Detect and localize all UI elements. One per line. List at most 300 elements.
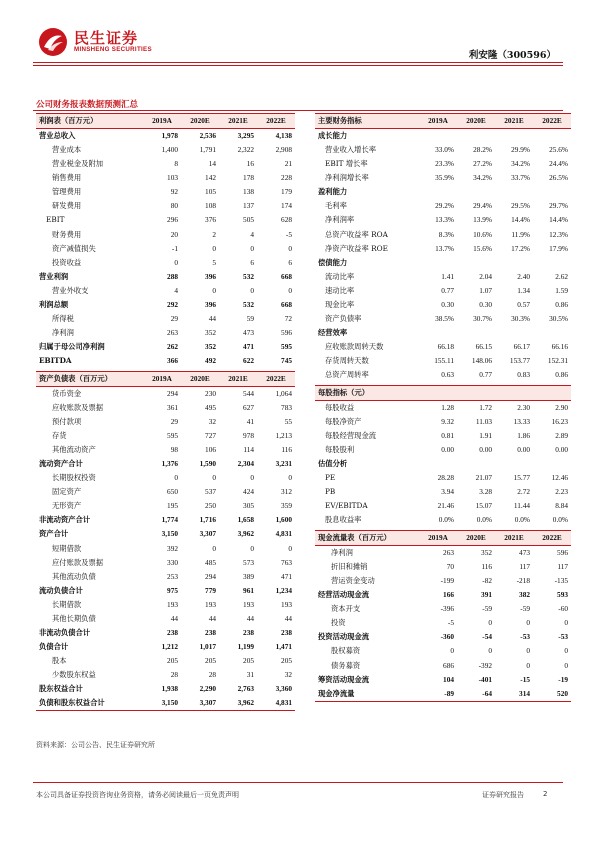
table-row (315, 340, 571, 354)
cell-value (457, 185, 495, 199)
row-label: 总资产收益率 ROA (325, 229, 388, 239)
cell-value: -59 (482, 604, 492, 614)
cell-value: 114 (243, 445, 254, 455)
cell-value: 2021E (219, 371, 257, 386)
cell-value: 783 (281, 402, 292, 412)
table-row (36, 270, 295, 284)
cell-value: 238 (281, 628, 292, 638)
cell-value: 2.23 (555, 487, 568, 497)
cell-value: -15 (520, 674, 530, 684)
cell-value: 0 (174, 257, 178, 267)
cell-value: 596 (281, 328, 292, 338)
cell-value: 0 (212, 473, 216, 483)
cell-value: 330 (167, 557, 178, 567)
table-row (315, 616, 571, 630)
cell-value (533, 185, 571, 199)
row-label: 现金流量表（百万元） (315, 530, 419, 545)
cell-value: 2020E (181, 371, 219, 386)
table-row (36, 386, 295, 401)
cell-value: 2019A (419, 114, 457, 129)
table-row (36, 242, 295, 256)
cell-value: 193 (205, 599, 216, 609)
cell-value: 148.06 (471, 356, 492, 366)
cell-value: 21 (284, 159, 292, 169)
row-label: 存货周转天数 (325, 356, 369, 366)
cell-value: 4 (174, 285, 178, 295)
row-label: 营业总收入 (39, 131, 76, 140)
cell-value (533, 129, 571, 144)
cell-value: 263 (443, 547, 454, 557)
cell-value: 16 (246, 159, 254, 169)
cell-value: -199 (440, 576, 454, 586)
cell-value: -53 (558, 632, 568, 642)
cell-value: 66.15 (475, 342, 492, 352)
cell-value: 66.17 (513, 342, 530, 352)
table-row (315, 659, 571, 673)
cell-value: -396 (440, 604, 454, 614)
cell-value: 263 (167, 328, 178, 338)
table-row (36, 485, 295, 499)
cell-value: -360 (440, 632, 454, 642)
cell-value: 961 (243, 585, 254, 595)
row-label: 现金比率 (325, 299, 355, 309)
cell-value: 0.86 (555, 370, 568, 380)
cell-value: 2019A (143, 371, 181, 386)
row-label: 其他流动负债 (52, 571, 96, 581)
row-label: 资产负债表（百万元） (36, 371, 143, 386)
table-row (315, 574, 571, 588)
cell-value: 44 (170, 613, 178, 623)
table-row (315, 242, 571, 256)
row-label: PB (325, 487, 336, 497)
row-label: 投资收益 (52, 257, 82, 267)
cell-value: 230 (205, 388, 216, 398)
cell-value: 15.77 (513, 473, 530, 483)
cell-value: 0 (250, 473, 254, 483)
cell-value: 30.7% (473, 313, 492, 323)
cell-value: 1,978 (161, 131, 178, 140)
cell-value: 1.72 (479, 402, 492, 412)
cell-value: 106 (205, 445, 216, 455)
cell-value: 2.72 (517, 487, 530, 497)
cell-value: 28 (170, 670, 178, 680)
row-label: 长期借款 (52, 599, 82, 609)
cell-value: 0 (288, 243, 292, 253)
cell-value: 1,212 (161, 642, 178, 652)
cell-value: 359 (281, 501, 292, 511)
cell-value: 2 (212, 229, 216, 239)
cell-value: 253 (167, 571, 178, 581)
cell-value: 2,763 (237, 684, 254, 694)
row-label: 估值分析 (318, 459, 348, 469)
row-label: 负债和股东权益合计 (36, 696, 143, 711)
cell-value: -53 (520, 632, 530, 642)
cell-value: 3,962 (237, 529, 254, 539)
cell-value: 1,213 (275, 430, 292, 440)
cell-value: 745 (281, 356, 292, 366)
cell-value: 2.62 (555, 271, 568, 281)
cell-value: 29 (170, 416, 178, 426)
row-label: 投资活动现金流 (318, 632, 370, 642)
cell-value: 763 (281, 557, 292, 567)
cell-value: 0 (526, 618, 530, 628)
cell-value: 1,376 (161, 459, 178, 469)
cell-value: 238 (205, 628, 216, 638)
cell-value: 166 (443, 590, 454, 600)
cell-value: 0.57 (517, 299, 530, 309)
row-label: 股本 (52, 656, 67, 666)
cell-value: 392 (167, 543, 178, 553)
cell-value: -5 (285, 229, 292, 239)
table-row (36, 256, 295, 270)
table-row (36, 598, 295, 612)
cell-value: 0.77 (441, 285, 454, 295)
cell-value (457, 326, 495, 340)
cell-value: 8 (174, 159, 178, 169)
row-label: 长期股权投资 (52, 473, 96, 483)
cell-value (495, 457, 533, 471)
table-row (36, 654, 295, 668)
cell-value (419, 129, 457, 144)
cell-value: 2022E (257, 371, 295, 386)
brand-name-en: MINSHENG SECURITIES (74, 46, 152, 53)
row-label: 毛利率 (325, 201, 347, 211)
cell-value: 66.18 (437, 342, 454, 352)
cell-value: 14.4% (511, 215, 530, 225)
cell-value: 0 (174, 473, 178, 483)
cell-value: 228 (281, 173, 292, 183)
cell-value: 10.6% (473, 229, 492, 239)
cell-value: 0.00 (479, 445, 492, 455)
row-label: 非流动资产合计 (39, 515, 91, 525)
cell-value: 2019A (143, 114, 181, 129)
row-label: 债务募资 (331, 660, 361, 670)
row-label: 短期借款 (52, 543, 82, 553)
cell-value: 98 (170, 445, 178, 455)
cell-value (419, 185, 457, 199)
cell-value: 1.28 (441, 402, 454, 412)
table-row (315, 185, 571, 199)
cell-value: 25.6% (549, 145, 568, 155)
cell-value: 352 (205, 342, 216, 352)
cell-value: 23.3% (435, 159, 454, 169)
cell-value: 29.4% (473, 201, 492, 211)
cell-value: -64 (457, 687, 495, 702)
cell-value (457, 129, 495, 144)
table-row (36, 570, 295, 584)
cell-value: -19 (558, 674, 568, 684)
row-label: 研发费用 (52, 201, 82, 211)
row-label: 净利润 (331, 547, 353, 557)
left-financial-table (36, 113, 295, 711)
cell-value: 2021E (219, 114, 257, 129)
cell-value: 294 (167, 388, 178, 398)
cell-value: 30.3% (511, 313, 530, 323)
row-label: 管理费用 (52, 187, 82, 197)
cell-value: 29.5% (511, 201, 530, 211)
cell-value: 11.03 (475, 416, 492, 426)
cell-value (419, 326, 457, 340)
row-label: 归属于母公司净利润 (39, 342, 105, 352)
row-label: 偿债能力 (318, 257, 348, 267)
table-row (36, 157, 295, 171)
cell-value: 34.2% (511, 159, 530, 169)
cell-value: -59 (520, 604, 530, 614)
cell-value: 238 (167, 628, 178, 638)
section-title: 公司财务报表数据预测汇总 (36, 100, 139, 110)
cell-value: -392 (478, 660, 492, 670)
cell-value: 0 (212, 285, 216, 295)
row-label: 营业外收支 (52, 285, 89, 295)
cell-value: 2.89 (555, 430, 568, 440)
cell-value: 104 (443, 674, 454, 684)
cell-value: 0.0% (514, 515, 530, 525)
cell-value: 2022E (533, 114, 571, 129)
table-row (36, 429, 295, 443)
cell-value (419, 385, 457, 400)
cell-value (457, 385, 495, 400)
table-row (315, 429, 571, 443)
table-row (36, 143, 295, 157)
cell-value: 155.11 (434, 356, 454, 366)
cell-value: 12.3% (549, 229, 568, 239)
cell-value: 152.31 (547, 356, 568, 366)
table-header-row (315, 530, 571, 545)
cell-value: 627 (243, 402, 254, 412)
table-row (315, 298, 571, 312)
cell-value: -135 (554, 576, 568, 586)
cell-value: 2022E (257, 114, 295, 129)
cell-value: 117 (557, 561, 568, 571)
cell-value: 0.0% (438, 515, 454, 525)
table-row (36, 696, 295, 711)
cell-value: 0 (212, 543, 216, 553)
table-row (36, 227, 295, 241)
table-row (315, 471, 571, 485)
table-row (36, 612, 295, 626)
cell-value: 1,791 (199, 145, 216, 155)
cell-value: 668 (281, 271, 292, 281)
cell-value: 44 (208, 613, 216, 623)
cell-value: 13.9% (473, 215, 492, 225)
cell-value: 2022E (533, 530, 571, 545)
row-label: 现金净流量 (315, 687, 419, 702)
cell-value: 1,471 (275, 642, 292, 652)
row-label: 每股净资产 (325, 416, 362, 426)
row-label: 营业收入增长率 (325, 145, 377, 155)
row-label: 财务费用 (52, 229, 82, 239)
cell-value: 0 (488, 646, 492, 656)
row-label: 负债合计 (39, 642, 69, 652)
cell-value: 391 (481, 590, 492, 600)
minsheng-logo-icon (38, 27, 68, 57)
cell-value: 44 (284, 613, 292, 623)
cell-value: 250 (205, 501, 216, 511)
cell-value: 288 (167, 271, 178, 281)
cell-value: 0.00 (441, 445, 454, 455)
cell-value: 0.30 (479, 299, 492, 309)
cell-value: 105 (205, 187, 216, 197)
cell-value: 1,017 (199, 642, 216, 652)
cell-value: 0 (212, 243, 216, 253)
table-row (36, 171, 295, 185)
table-row (36, 284, 295, 298)
cell-value: 1,400 (161, 145, 178, 155)
cell-value: 8.84 (555, 501, 568, 511)
cell-value: 138 (243, 187, 254, 197)
cell-value: 34.2% (473, 173, 492, 183)
cell-value: 13.3% (435, 215, 454, 225)
cell-value: -82 (482, 576, 492, 586)
cell-value: 30.5% (549, 313, 568, 323)
cell-value: 0 (288, 543, 292, 553)
row-label: 资产减值损失 (52, 243, 96, 253)
row-label: 投资 (331, 618, 346, 628)
cell-value: 396 (205, 299, 216, 309)
cell-value: 12.46 (551, 473, 568, 483)
row-label: 总资产周转率 (325, 370, 369, 380)
table-row (36, 340, 295, 354)
row-label: 资产负债率 (325, 313, 362, 323)
cell-value: 361 (167, 402, 178, 412)
cell-value: 352 (481, 547, 492, 557)
cell-value: 2020E (181, 114, 219, 129)
row-label: 营运资金变动 (331, 576, 375, 586)
header-divider (33, 62, 563, 63)
row-label: EBIT 增长率 (325, 159, 368, 169)
row-label: 净资产收益率 ROE (325, 243, 388, 253)
cell-value: 262 (167, 342, 178, 352)
table-row (36, 129, 295, 144)
cell-value: 1,658 (237, 515, 254, 525)
table-header-row (315, 385, 571, 400)
cell-value: 312 (281, 487, 292, 497)
cell-value: 3,150 (161, 529, 178, 539)
cell-value: 32 (284, 670, 292, 680)
cell-value: 2,304 (237, 459, 254, 469)
footer-divider (33, 782, 563, 783)
cell-value (533, 457, 571, 471)
table-row (315, 354, 571, 368)
table-row (315, 171, 571, 185)
row-label: 流动资产合计 (39, 459, 83, 469)
cell-value: 3.28 (479, 487, 492, 497)
cell-value: 44 (246, 613, 254, 623)
cell-value: 1,716 (199, 515, 216, 525)
cell-value: 92 (170, 187, 178, 197)
table-row (36, 542, 295, 556)
cell-value: 0.86 (555, 299, 568, 309)
table-row (36, 443, 295, 457)
row-label: 货币资金 (52, 388, 82, 398)
cell-value: 520 (533, 687, 571, 702)
cell-value: 29.9% (511, 145, 530, 155)
cell-value: 11.9% (511, 229, 530, 239)
row-label: 成长能力 (318, 131, 348, 140)
row-label: 营业成本 (52, 145, 82, 155)
cell-value (533, 385, 571, 400)
cell-value: 55 (284, 416, 292, 426)
cell-value: 296 (167, 215, 178, 225)
table-header-row (315, 114, 571, 129)
row-label: 固定资产 (52, 487, 82, 497)
table-row (36, 354, 295, 368)
cell-value: 205 (167, 656, 178, 666)
cell-value: 0 (450, 646, 454, 656)
cell-value: 622 (243, 356, 254, 366)
cell-value: 116 (481, 561, 492, 571)
cell-value: 473 (519, 547, 530, 557)
cell-value: 1,590 (199, 459, 216, 469)
cell-value: 2020E (457, 114, 495, 129)
cell-value: 975 (167, 585, 178, 595)
cell-value: 3,150 (143, 696, 181, 711)
row-label: EBITDA (39, 356, 72, 366)
cell-value: 495 (205, 402, 216, 412)
cell-value: 14 (208, 159, 216, 169)
cell-value: 28.28 (437, 473, 454, 483)
table-row (36, 668, 295, 682)
cell-value: 3,231 (275, 459, 292, 469)
cell-value: 0 (288, 473, 292, 483)
cell-value: 544 (243, 388, 254, 398)
cell-value (457, 457, 495, 471)
cell-value: 72 (284, 313, 292, 323)
section-title-underline (33, 110, 563, 111)
cell-value: 0.63 (441, 370, 454, 380)
table-row (315, 199, 571, 213)
cell-value (457, 256, 495, 270)
cell-value: 24.4% (549, 159, 568, 169)
cell-value: 205 (243, 656, 254, 666)
cell-value: 485 (205, 557, 216, 567)
cell-value: 294 (205, 571, 216, 581)
cell-value: 16.23 (551, 416, 568, 426)
cell-value: 2,322 (237, 145, 254, 155)
table-row (36, 556, 295, 570)
cell-value: 28 (208, 670, 216, 680)
cell-value: 4,831 (257, 696, 295, 711)
cell-value: 2,536 (199, 131, 216, 140)
row-label: 应收账款周转天数 (325, 342, 384, 352)
cell-value: 292 (167, 299, 178, 309)
cell-value: 38.5% (435, 313, 454, 323)
cell-value: 389 (243, 571, 254, 581)
cell-value: 179 (281, 187, 292, 197)
cell-value: -89 (419, 687, 457, 702)
row-label: 主要财务指标 (315, 114, 419, 129)
footer-disclaimer: 本公司具备证券投资咨询业务资格，请务必阅读最后一页免责声明 (36, 791, 239, 799)
table-row (315, 227, 571, 241)
row-label: 每股收益 (325, 402, 355, 412)
cell-value: 13.7% (435, 243, 454, 253)
cell-value: 41 (246, 416, 254, 426)
row-label: 其他长期负债 (52, 613, 96, 623)
row-label: EBIT (46, 215, 65, 225)
cell-value: 59 (246, 313, 254, 323)
row-label: 流动负债合计 (39, 585, 83, 595)
table-row (315, 630, 571, 644)
table-row (315, 545, 571, 560)
cell-value: 66.16 (551, 342, 568, 352)
cell-value: 193 (167, 599, 178, 609)
cell-value: 1.91 (479, 430, 492, 440)
cell-value: -5 (447, 618, 454, 628)
cell-value: 2021E (495, 114, 533, 129)
cell-value: 4 (250, 229, 254, 239)
cell-value (495, 185, 533, 199)
cell-value: 0 (564, 660, 568, 670)
